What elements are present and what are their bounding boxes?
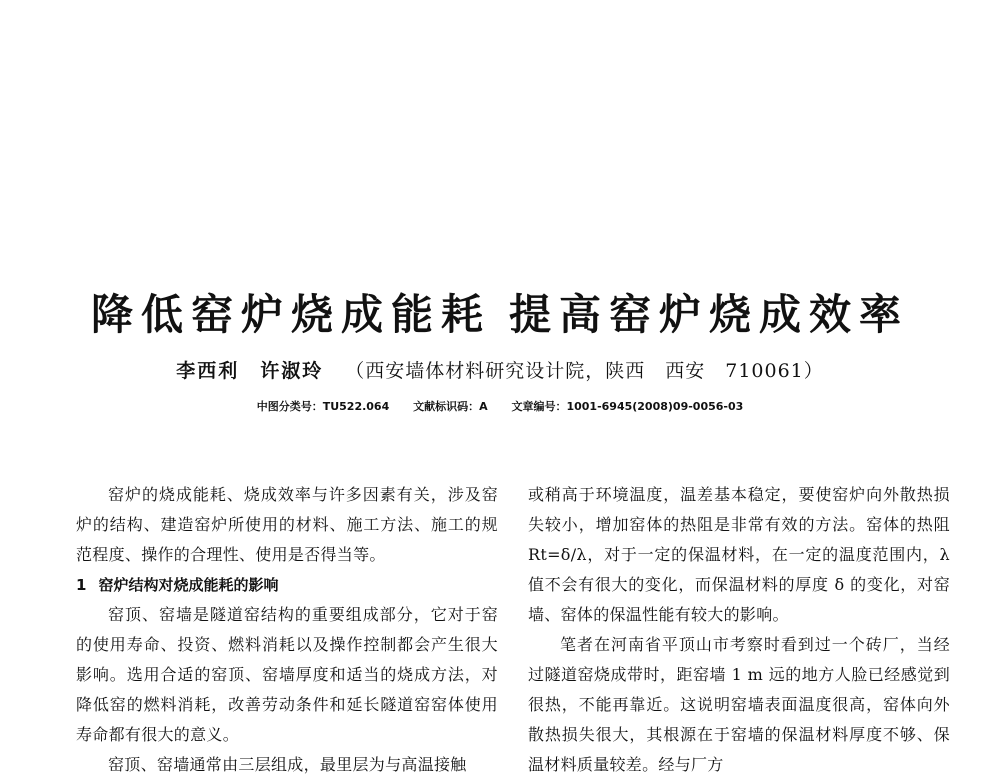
article-title	[0, 282, 1000, 342]
paragraph: 窑顶、窑墙通常由三层组成，最里层为与高温接触	[108, 755, 467, 774]
paragraph: 笔者在河南省平顶山市考察时看到过一个砖厂，当经过隧道窑烧成带时，距窑墙 1 m 远的地方人脸已经感觉到很热，不能再靠近。这说明窑墙表面温度很高，窑体向外散热损失很大，其根源在于窑墙的保温材料厚度不够、保温材料质量较差。经与厂方	[528, 635, 950, 774]
author-names: 李西利 许淑玲	[176, 360, 324, 382]
author-line	[0, 356, 1000, 383]
section-number: 1	[76, 576, 87, 594]
article-title-part2: 提高窑炉烧成效率	[509, 290, 910, 339]
paragraph: 窑炉的烧成能耗、烧成效率与许多因素有关，涉及窑炉的结构、建造窑炉所使用的材料、施工方法、施工的规范程度、操作的合理性、使用是否得当等。	[76, 485, 498, 564]
section-heading	[76, 570, 498, 600]
paragraph: 或稍高于环境温度，温差基本稳定，要使窑炉向外散热损失较小，增加窑体的热阻是非常有效的方法。窑体的热阻 Rt=δ/λ，对于一定的保温材料，在一定的温度范围内，λ 值不会有很大的变化，而保温材料的厚度 δ 的变化，对窑墙、窑体的保温性能有较大的影响。	[528, 485, 950, 624]
article-number: 文章编号：1001-6945(2008)09-0056-03	[511, 400, 744, 413]
author-affiliation: （西安墙体材料研究设计院，陕西 西安 710061）	[345, 360, 824, 382]
right-column	[528, 480, 950, 780]
left-column	[76, 480, 498, 780]
classification-line	[0, 398, 1000, 414]
section-title: 窑炉结构对烧成能耗的影响	[98, 576, 279, 594]
paragraph: 窑顶、窑墙是隧道窑结构的重要组成部分，它对于窑的使用寿命、投资、燃料消耗以及操作控制都会产生很大影响。选用合适的窑顶、窑墙厚度和适当的烧成方法，对降低窑的燃料消耗，改善劳动条件和延长隧道窑窑体使用寿命都有很大的意义。	[76, 605, 498, 744]
document-code: 文献标识码：A	[413, 400, 488, 413]
article-title-part1: 降低窑炉烧成能耗	[90, 290, 491, 339]
classification-number: 中图分类号：TU522.064	[256, 400, 390, 413]
